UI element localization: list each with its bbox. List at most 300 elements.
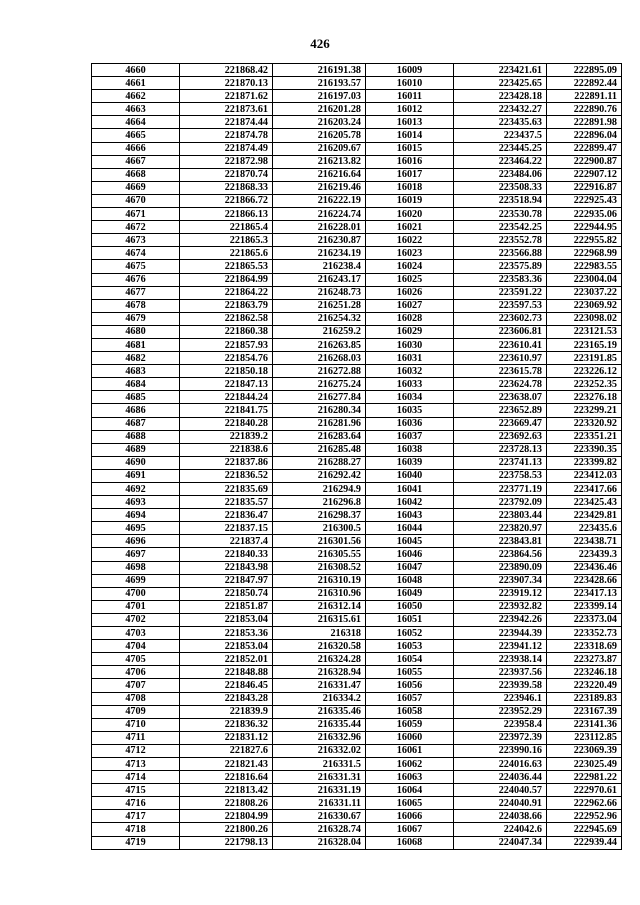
y-coordinate-cell: 223299.21 <box>547 404 622 417</box>
table-row <box>92 600 622 613</box>
table-row <box>92 404 622 417</box>
point-id-cell: 16028 <box>366 312 454 325</box>
x-coordinate-cell: 221874.78 <box>180 129 273 142</box>
point-id-cell: 16031 <box>366 352 454 365</box>
y-coordinate-cell: 216328.04 <box>273 836 366 849</box>
point-id-cell: 4667 <box>92 155 180 168</box>
x-coordinate-cell: 221836.52 <box>180 469 273 482</box>
y-coordinate-cell: 222891.11 <box>547 90 622 103</box>
x-coordinate-cell: 221872.98 <box>180 155 273 168</box>
y-coordinate-cell: 216331.31 <box>273 771 366 784</box>
x-coordinate-cell: 223610.97 <box>454 352 547 365</box>
point-id-cell: 16045 <box>366 535 454 548</box>
point-id-cell: 16021 <box>366 221 454 234</box>
y-coordinate-cell: 223189.83 <box>547 692 622 705</box>
y-coordinate-cell: 223429.81 <box>547 509 622 522</box>
table-row <box>92 181 622 194</box>
x-coordinate-cell: 221871.62 <box>180 90 273 103</box>
y-coordinate-cell: 216272.88 <box>273 365 366 378</box>
x-coordinate-cell: 221837.86 <box>180 456 273 469</box>
point-id-cell: 16019 <box>366 194 454 207</box>
table-row <box>92 338 622 351</box>
table-row <box>92 744 622 757</box>
x-coordinate-cell: 223944.39 <box>454 627 547 640</box>
y-coordinate-cell: 223390.35 <box>547 443 622 456</box>
y-coordinate-cell: 216224.74 <box>273 208 366 221</box>
y-coordinate-cell: 216268.03 <box>273 352 366 365</box>
x-coordinate-cell: 223583.36 <box>454 273 547 286</box>
x-coordinate-cell: 223907.34 <box>454 574 547 587</box>
table-row <box>92 378 622 391</box>
table-row <box>92 666 622 679</box>
table-row <box>92 77 622 90</box>
point-id-cell: 4698 <box>92 561 180 574</box>
point-id-cell: 4696 <box>92 535 180 548</box>
x-coordinate-cell: 223941.12 <box>454 640 547 653</box>
y-coordinate-cell: 216191.38 <box>273 64 366 77</box>
point-id-cell: 4664 <box>92 116 180 129</box>
x-coordinate-cell: 221852.01 <box>180 653 273 666</box>
x-coordinate-cell: 224040.57 <box>454 784 547 797</box>
y-coordinate-cell: 222892.44 <box>547 77 622 90</box>
table-row <box>92 653 622 666</box>
x-coordinate-cell: 221836.47 <box>180 509 273 522</box>
point-id-cell: 16016 <box>366 155 454 168</box>
x-coordinate-cell: 223425.65 <box>454 77 547 90</box>
table-row <box>92 155 622 168</box>
x-coordinate-cell: 223464.22 <box>454 155 547 168</box>
y-coordinate-cell: 222939.44 <box>547 836 622 849</box>
point-id-cell: 4699 <box>92 574 180 587</box>
y-coordinate-cell: 222944.95 <box>547 221 622 234</box>
y-coordinate-cell: 216335.46 <box>273 705 366 718</box>
y-coordinate-cell: 216197.03 <box>273 90 366 103</box>
point-id-cell: 16059 <box>366 718 454 731</box>
point-id-cell: 4681 <box>92 338 180 351</box>
table-row <box>92 286 622 299</box>
point-id-cell: 4712 <box>92 744 180 757</box>
x-coordinate-cell: 223530.78 <box>454 208 547 221</box>
x-coordinate-cell: 221870.13 <box>180 77 273 90</box>
x-coordinate-cell: 223843.81 <box>454 535 547 548</box>
y-coordinate-cell: 216248.73 <box>273 286 366 299</box>
y-coordinate-cell: 223425.43 <box>547 496 622 509</box>
point-id-cell: 4682 <box>92 352 180 365</box>
point-id-cell: 16061 <box>366 744 454 757</box>
y-coordinate-cell: 223438.71 <box>547 535 622 548</box>
point-id-cell: 4661 <box>92 77 180 90</box>
point-id-cell: 4679 <box>92 312 180 325</box>
point-id-cell: 16065 <box>366 797 454 810</box>
x-coordinate-cell: 223771.19 <box>454 483 547 496</box>
point-id-cell: 16057 <box>366 692 454 705</box>
x-coordinate-cell: 223432.27 <box>454 103 547 116</box>
table-row <box>92 679 622 692</box>
x-coordinate-cell: 223890.09 <box>454 561 547 574</box>
y-coordinate-cell: 223069.39 <box>547 744 622 757</box>
y-coordinate-cell: 216305.55 <box>273 548 366 561</box>
point-id-cell: 16051 <box>366 613 454 626</box>
point-id-cell: 4688 <box>92 430 180 443</box>
y-coordinate-cell: 223165.19 <box>547 338 622 351</box>
y-coordinate-cell: 223320.92 <box>547 417 622 430</box>
x-coordinate-cell: 221831.12 <box>180 731 273 744</box>
x-coordinate-cell: 223606.81 <box>454 325 547 338</box>
point-id-cell: 16041 <box>366 483 454 496</box>
point-id-cell: 16058 <box>366 705 454 718</box>
table-row <box>92 299 622 312</box>
x-coordinate-cell: 221804.99 <box>180 810 273 823</box>
point-id-cell: 16035 <box>366 404 454 417</box>
point-id-cell: 4666 <box>92 142 180 155</box>
y-coordinate-cell: 216296.8 <box>273 496 366 509</box>
x-coordinate-cell: 223990.16 <box>454 744 547 757</box>
x-coordinate-cell: 223942.26 <box>454 613 547 626</box>
point-id-cell: 16025 <box>366 273 454 286</box>
y-coordinate-cell: 216259.2 <box>273 325 366 338</box>
y-coordinate-cell: 223246.18 <box>547 666 622 679</box>
point-id-cell: 16036 <box>366 417 454 430</box>
point-id-cell: 4706 <box>92 666 180 679</box>
point-id-cell: 16015 <box>366 142 454 155</box>
point-id-cell: 16049 <box>366 587 454 600</box>
y-coordinate-cell: 223025.49 <box>547 757 622 770</box>
table-row <box>92 823 622 836</box>
x-coordinate-cell: 221864.22 <box>180 286 273 299</box>
x-coordinate-cell: 221850.74 <box>180 587 273 600</box>
table-row <box>92 208 622 221</box>
x-coordinate-cell: 221808.26 <box>180 797 273 810</box>
point-id-cell: 4676 <box>92 273 180 286</box>
table-row <box>92 456 622 469</box>
x-coordinate-cell: 221844.24 <box>180 391 273 404</box>
x-coordinate-cell: 221816.64 <box>180 771 273 784</box>
table-row <box>92 312 622 325</box>
point-id-cell: 4690 <box>92 456 180 469</box>
y-coordinate-cell: 216209.67 <box>273 142 366 155</box>
table-row <box>92 64 622 77</box>
point-id-cell: 4708 <box>92 692 180 705</box>
y-coordinate-cell: 216205.78 <box>273 129 366 142</box>
y-coordinate-cell: 216300.5 <box>273 522 366 535</box>
y-coordinate-cell: 216331.19 <box>273 784 366 797</box>
table-row <box>92 234 622 247</box>
x-coordinate-cell: 221873.61 <box>180 103 273 116</box>
y-coordinate-cell: 216332.02 <box>273 744 366 757</box>
y-coordinate-cell: 216331.5 <box>273 757 366 770</box>
point-id-cell: 16030 <box>366 338 454 351</box>
point-id-cell: 16060 <box>366 731 454 744</box>
x-coordinate-cell: 221827.6 <box>180 744 273 757</box>
point-id-cell: 16048 <box>366 574 454 587</box>
x-coordinate-cell: 223602.73 <box>454 312 547 325</box>
point-id-cell: 4689 <box>92 443 180 456</box>
y-coordinate-cell: 223428.66 <box>547 574 622 587</box>
y-coordinate-cell: 216263.85 <box>273 338 366 351</box>
point-id-cell: 4680 <box>92 325 180 338</box>
y-coordinate-cell: 216332.96 <box>273 731 366 744</box>
point-id-cell: 16012 <box>366 103 454 116</box>
y-coordinate-cell: 216324.28 <box>273 653 366 666</box>
y-coordinate-cell: 216318 <box>273 627 366 640</box>
x-coordinate-cell: 221857.93 <box>180 338 273 351</box>
x-coordinate-cell: 221865.4 <box>180 221 273 234</box>
x-coordinate-cell: 223669.47 <box>454 417 547 430</box>
point-id-cell: 16013 <box>366 116 454 129</box>
x-coordinate-cell: 223919.12 <box>454 587 547 600</box>
x-coordinate-cell: 221840.33 <box>180 548 273 561</box>
point-id-cell: 4685 <box>92 391 180 404</box>
x-coordinate-cell: 221866.72 <box>180 194 273 207</box>
x-coordinate-cell: 221835.57 <box>180 496 273 509</box>
x-coordinate-cell: 223610.41 <box>454 338 547 351</box>
x-coordinate-cell: 223652.89 <box>454 404 547 417</box>
table-row <box>92 103 622 116</box>
y-coordinate-cell: 223351.21 <box>547 430 622 443</box>
x-coordinate-cell: 223484.06 <box>454 168 547 181</box>
y-coordinate-cell: 216320.58 <box>273 640 366 653</box>
table-row <box>92 522 622 535</box>
point-id-cell: 16054 <box>366 653 454 666</box>
y-coordinate-cell: 216310.19 <box>273 574 366 587</box>
point-id-cell: 4702 <box>92 613 180 626</box>
y-coordinate-cell: 223112.85 <box>547 731 622 744</box>
x-coordinate-cell: 223937.56 <box>454 666 547 679</box>
y-coordinate-cell: 222899.47 <box>547 142 622 155</box>
point-id-cell: 4684 <box>92 378 180 391</box>
point-id-cell: 16043 <box>366 509 454 522</box>
table-row <box>92 757 622 770</box>
table-row <box>92 273 622 286</box>
x-coordinate-cell: 223435.63 <box>454 116 547 129</box>
point-id-cell: 4675 <box>92 260 180 273</box>
point-id-cell: 4713 <box>92 757 180 770</box>
table-row <box>92 496 622 509</box>
point-id-cell: 16009 <box>366 64 454 77</box>
table-row <box>92 221 622 234</box>
y-coordinate-cell: 223098.02 <box>547 312 622 325</box>
point-id-cell: 16020 <box>366 208 454 221</box>
point-id-cell: 4716 <box>92 797 180 810</box>
table-row <box>92 561 622 574</box>
x-coordinate-cell: 224040.91 <box>454 797 547 810</box>
y-coordinate-cell: 222952.96 <box>547 810 622 823</box>
x-coordinate-cell: 221839.2 <box>180 430 273 443</box>
point-id-cell: 4694 <box>92 509 180 522</box>
y-coordinate-cell: 216331.11 <box>273 797 366 810</box>
table-row <box>92 168 622 181</box>
table-row <box>92 718 622 731</box>
coordinates-table-body <box>92 64 622 850</box>
x-coordinate-cell: 223575.89 <box>454 260 547 273</box>
point-id-cell: 16010 <box>366 77 454 90</box>
point-id-cell: 4663 <box>92 103 180 116</box>
x-coordinate-cell: 223566.88 <box>454 247 547 260</box>
y-coordinate-cell: 222896.04 <box>547 129 622 142</box>
x-coordinate-cell: 223803.44 <box>454 509 547 522</box>
x-coordinate-cell: 223938.14 <box>454 653 547 666</box>
y-coordinate-cell: 223399.82 <box>547 456 622 469</box>
point-id-cell: 4697 <box>92 548 180 561</box>
x-coordinate-cell: 221847.13 <box>180 378 273 391</box>
y-coordinate-cell: 223439.3 <box>547 548 622 561</box>
x-coordinate-cell: 223552.78 <box>454 234 547 247</box>
y-coordinate-cell: 222962.66 <box>547 797 622 810</box>
y-coordinate-cell: 223273.87 <box>547 653 622 666</box>
point-id-cell: 16055 <box>366 666 454 679</box>
x-coordinate-cell: 223597.53 <box>454 299 547 312</box>
x-coordinate-cell: 223728.13 <box>454 443 547 456</box>
y-coordinate-cell: 216330.67 <box>273 810 366 823</box>
y-coordinate-cell: 216301.56 <box>273 535 366 548</box>
y-coordinate-cell: 216285.48 <box>273 443 366 456</box>
x-coordinate-cell: 224047.34 <box>454 836 547 849</box>
y-coordinate-cell: 223037.22 <box>547 286 622 299</box>
y-coordinate-cell: 222916.87 <box>547 181 622 194</box>
y-coordinate-cell: 216201.28 <box>273 103 366 116</box>
point-id-cell: 16064 <box>366 784 454 797</box>
point-id-cell: 16042 <box>366 496 454 509</box>
x-coordinate-cell: 223542.25 <box>454 221 547 234</box>
x-coordinate-cell: 223508.33 <box>454 181 547 194</box>
point-id-cell: 16068 <box>366 836 454 849</box>
point-id-cell: 16026 <box>366 286 454 299</box>
x-coordinate-cell: 224042.6 <box>454 823 547 836</box>
x-coordinate-cell: 223758.53 <box>454 469 547 482</box>
point-id-cell: 4714 <box>92 771 180 784</box>
x-coordinate-cell: 221864.99 <box>180 273 273 286</box>
x-coordinate-cell: 223421.61 <box>454 64 547 77</box>
y-coordinate-cell: 216328.94 <box>273 666 366 679</box>
x-coordinate-cell: 221837.4 <box>180 535 273 548</box>
y-coordinate-cell: 222970.61 <box>547 784 622 797</box>
y-coordinate-cell: 216251.28 <box>273 299 366 312</box>
point-id-cell: 16056 <box>366 679 454 692</box>
y-coordinate-cell: 216335.44 <box>273 718 366 731</box>
point-id-cell: 4695 <box>92 522 180 535</box>
table-row <box>92 587 622 600</box>
point-id-cell: 16039 <box>366 456 454 469</box>
point-id-cell: 4668 <box>92 168 180 181</box>
y-coordinate-cell: 222945.69 <box>547 823 622 836</box>
point-id-cell: 4660 <box>92 64 180 77</box>
x-coordinate-cell: 221865.6 <box>180 247 273 260</box>
point-id-cell: 4709 <box>92 705 180 718</box>
x-coordinate-cell: 223864.56 <box>454 548 547 561</box>
x-coordinate-cell: 224036.44 <box>454 771 547 784</box>
point-id-cell: 16024 <box>366 260 454 273</box>
x-coordinate-cell: 221865.3 <box>180 234 273 247</box>
y-coordinate-cell: 223220.49 <box>547 679 622 692</box>
point-id-cell: 16066 <box>366 810 454 823</box>
point-id-cell: 4693 <box>92 496 180 509</box>
point-id-cell: 4669 <box>92 181 180 194</box>
y-coordinate-cell: 216193.57 <box>273 77 366 90</box>
x-coordinate-cell: 221848.88 <box>180 666 273 679</box>
x-coordinate-cell: 221836.32 <box>180 718 273 731</box>
point-id-cell: 16014 <box>366 129 454 142</box>
x-coordinate-cell: 221838.6 <box>180 443 273 456</box>
y-coordinate-cell: 216308.52 <box>273 561 366 574</box>
y-coordinate-cell: 216277.84 <box>273 391 366 404</box>
x-coordinate-cell: 223428.18 <box>454 90 547 103</box>
y-coordinate-cell: 216281.96 <box>273 417 366 430</box>
x-coordinate-cell: 221839.9 <box>180 705 273 718</box>
x-coordinate-cell: 221850.18 <box>180 365 273 378</box>
x-coordinate-cell: 221800.26 <box>180 823 273 836</box>
point-id-cell: 4692 <box>92 483 180 496</box>
x-coordinate-cell: 223518.94 <box>454 194 547 207</box>
point-id-cell: 16044 <box>366 522 454 535</box>
y-coordinate-cell: 222895.09 <box>547 64 622 77</box>
point-id-cell: 16038 <box>366 443 454 456</box>
table-row <box>92 784 622 797</box>
point-id-cell: 16040 <box>366 469 454 482</box>
table-row <box>92 574 622 587</box>
table-row <box>92 613 622 626</box>
table-row <box>92 391 622 404</box>
point-id-cell: 4677 <box>92 286 180 299</box>
y-coordinate-cell: 223004.04 <box>547 273 622 286</box>
x-coordinate-cell: 221835.69 <box>180 483 273 496</box>
point-id-cell: 16029 <box>366 325 454 338</box>
y-coordinate-cell: 216213.82 <box>273 155 366 168</box>
y-coordinate-cell: 223191.85 <box>547 352 622 365</box>
x-coordinate-cell: 221863.79 <box>180 299 273 312</box>
point-id-cell: 16018 <box>366 181 454 194</box>
x-coordinate-cell: 223958.4 <box>454 718 547 731</box>
x-coordinate-cell: 223624.78 <box>454 378 547 391</box>
y-coordinate-cell: 223373.04 <box>547 613 622 626</box>
table-row <box>92 443 622 456</box>
y-coordinate-cell: 216315.61 <box>273 613 366 626</box>
x-coordinate-cell: 223692.63 <box>454 430 547 443</box>
x-coordinate-cell: 223445.25 <box>454 142 547 155</box>
x-coordinate-cell: 223952.29 <box>454 705 547 718</box>
point-id-cell: 4719 <box>92 836 180 849</box>
point-id-cell: 16027 <box>366 299 454 312</box>
table-row <box>92 797 622 810</box>
x-coordinate-cell: 221874.44 <box>180 116 273 129</box>
table-row <box>92 692 622 705</box>
table-row <box>92 352 622 365</box>
y-coordinate-cell: 222907.12 <box>547 168 622 181</box>
point-id-cell: 16037 <box>366 430 454 443</box>
x-coordinate-cell: 221840.28 <box>180 417 273 430</box>
x-coordinate-cell: 224038.66 <box>454 810 547 823</box>
y-coordinate-cell: 216328.74 <box>273 823 366 836</box>
x-coordinate-cell: 223939.58 <box>454 679 547 692</box>
y-coordinate-cell: 216312.14 <box>273 600 366 613</box>
point-id-cell: 16067 <box>366 823 454 836</box>
point-id-cell: 16022 <box>366 234 454 247</box>
point-id-cell: 4704 <box>92 640 180 653</box>
point-id-cell: 4705 <box>92 653 180 666</box>
y-coordinate-cell: 223141.36 <box>547 718 622 731</box>
y-coordinate-cell: 216230.87 <box>273 234 366 247</box>
point-id-cell: 4710 <box>92 718 180 731</box>
x-coordinate-cell: 223638.07 <box>454 391 547 404</box>
x-coordinate-cell: 221851.87 <box>180 600 273 613</box>
point-id-cell: 4672 <box>92 221 180 234</box>
x-coordinate-cell: 223946.1 <box>454 692 547 705</box>
x-coordinate-cell: 221874.49 <box>180 142 273 155</box>
table-row <box>92 836 622 849</box>
point-id-cell: 4671 <box>92 208 180 221</box>
x-coordinate-cell: 221868.42 <box>180 64 273 77</box>
x-coordinate-cell: 223437.5 <box>454 129 547 142</box>
point-id-cell: 16053 <box>366 640 454 653</box>
